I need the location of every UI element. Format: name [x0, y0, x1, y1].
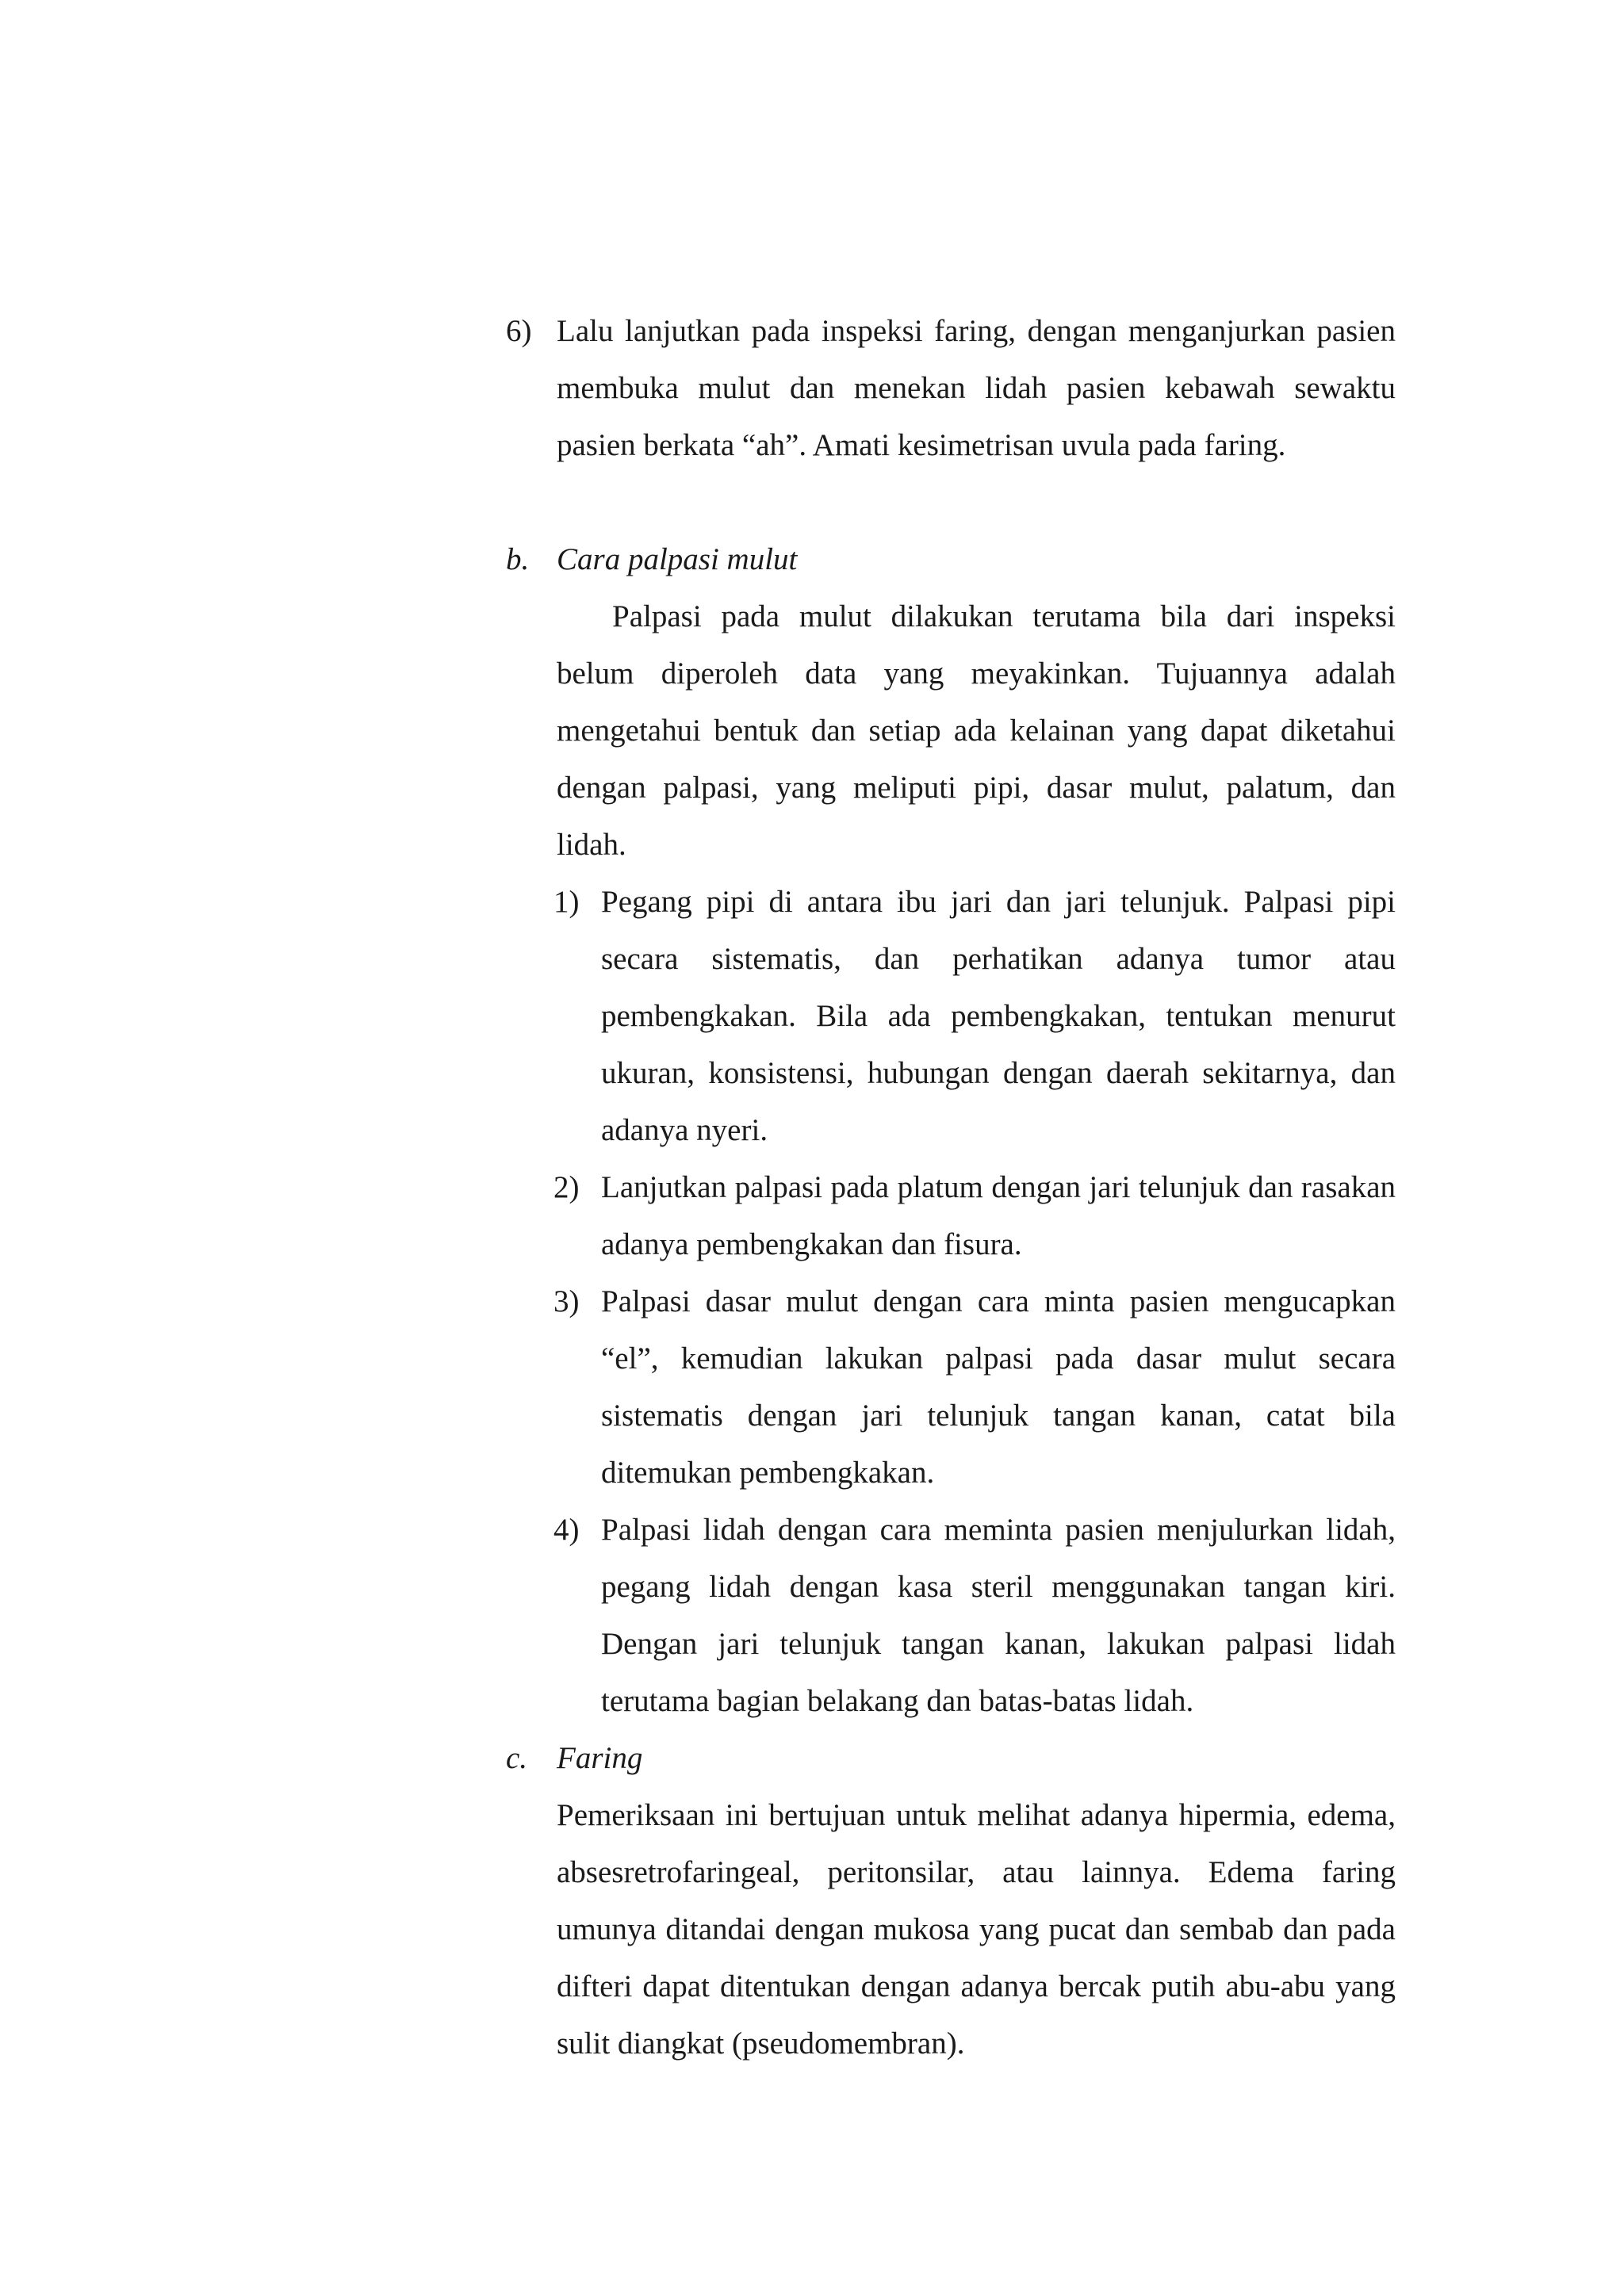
item-number: 2)	[553, 1170, 580, 1204]
item-text: Pegang pipi di antara ibu jari dan jari telunjuk. Palpasi pipi secara sistematis, dan perhatikan adanya tumor atau pembengkakan. Bila ada pembengkakan, tentukan menurut ukuran, konsistensi, hubungan dengan daerah sekitarnya, dan adanya nyeri.	[601, 885, 1396, 1147]
item-number: 4)	[553, 1513, 580, 1547]
section-b-heading	[506, 531, 1396, 588]
section-title: Cara palpasi mulut	[557, 542, 798, 576]
section-c-body	[557, 1787, 1396, 2072]
list-item-step-1	[553, 874, 1396, 1159]
item-text: Palpasi dasar mulut dengan cara minta pasien mengucapkan “el”, kemudian lakukan palpasi pada dasar mulut secara sistematis dengan jari telunjuk tangan kanan, catat bila ditemukan pembengkakan.	[601, 1284, 1396, 1490]
list-item-step-2	[553, 1159, 1396, 1273]
body-paragraph: Pemeriksaan ini bertujuan untuk melihat adanya hipermia, edema, absesretrofaringeal, peritonsilar, atau lainnya. Edema faring umunya ditandai dengan mukosa yang pucat dan sembab dan pada difteri dapat ditentukan dengan adanya bercak putih abu-abu yang sulit diangkat (pseudomembran).	[557, 1798, 1396, 2061]
section-b-intro	[557, 588, 1396, 874]
section-letter: c.	[506, 1741, 528, 1775]
item-text: Lalu lanjutkan pada inspeksi faring, dengan menganjurkan pasien membuka mulut dan menekan lidah pasien kebawah sewaktu pasien berkata “ah”. Amati kesimetrisan uvula pada faring.	[557, 314, 1396, 462]
item-text: Lanjutkan palpasi pada platum dengan jari telunjuk dan rasakan adanya pembengkakan dan fisura.	[601, 1170, 1396, 1261]
item-number: 6)	[506, 314, 532, 348]
section-letter: b.	[506, 542, 530, 576]
intro-paragraph: Palpasi pada mulut dilakukan terutama bila dari inspeksi belum diperoleh data yang meyakinkan. Tujuannya adalah mengetahui bentuk dan setiap ada kelainan yang dapat diketahui dengan palpasi, yang meliputi pipi, dasar mulut, palatum, dan lidah.	[557, 599, 1396, 862]
list-item-6	[506, 303, 1396, 531]
item-number: 1)	[553, 885, 580, 919]
item-text: Palpasi lidah dengan cara meminta pasien menjulurkan lidah, pegang lidah dengan kasa steril menggunakan tangan kiri. Dengan jari telunjuk tangan kanan, lakukan palpasi lidah terutama bagian belakang dan batas-batas lidah.	[601, 1513, 1396, 1718]
list-item-step-4	[553, 1502, 1396, 1730]
section-title: Faring	[557, 1741, 643, 1775]
item-number: 3)	[553, 1284, 580, 1318]
list-item-step-3	[553, 1273, 1396, 1502]
section-c-heading	[506, 1730, 1396, 1787]
